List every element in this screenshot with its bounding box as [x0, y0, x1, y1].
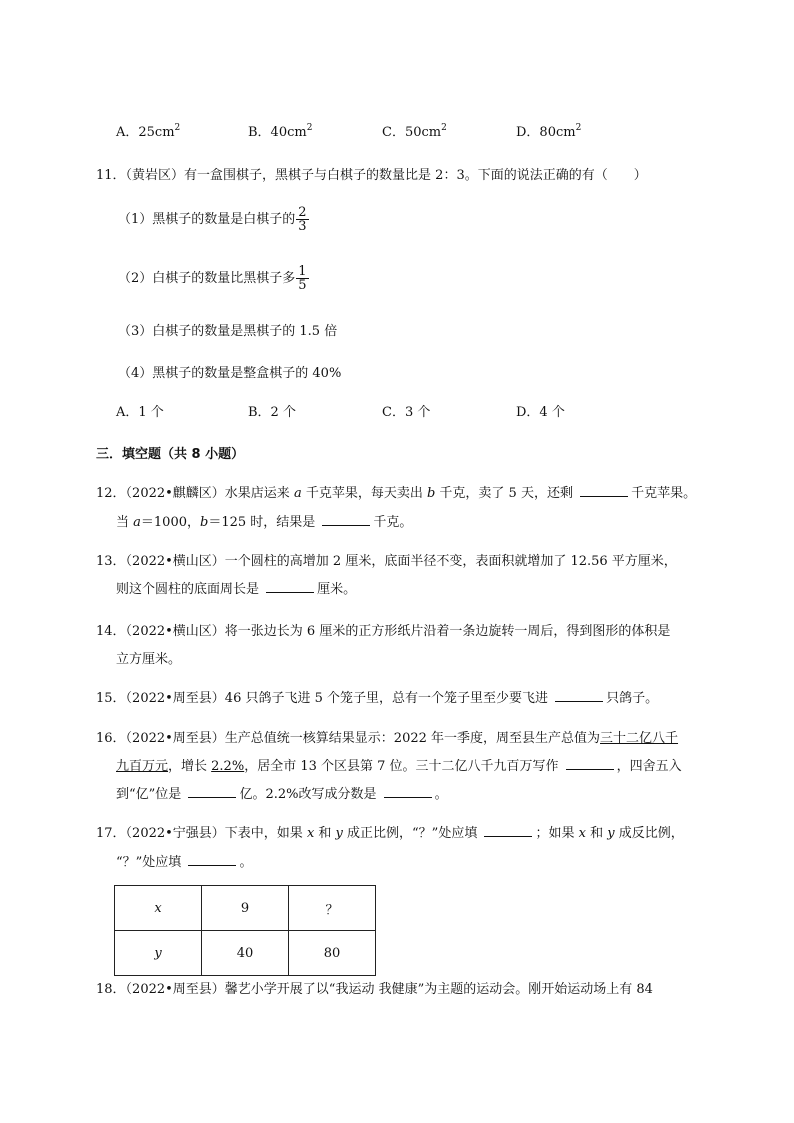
q12-text: 千克苹果，每天卖出 — [301, 486, 427, 501]
q16-underlined-text: 三十二亿八千 — [600, 731, 679, 746]
q13-line-1: 13．（2022•横山区）一个圆柱的高增加 2 厘米，底面半径不变，表面积就增加了 12.56 平方厘米， — [96, 554, 677, 569]
q17-text: 成正比例，“？”处应填 — [342, 826, 482, 841]
variable-y: y — [335, 826, 343, 841]
q11-option-b[interactable]: B．2 个 — [248, 405, 296, 420]
variable-b: b — [200, 515, 209, 530]
q18-line-1: 18．（2022•周至县）馨艺小学开展了以“我运动 我健康”为主题的运动会。刚开始运动场上有 84 — [96, 982, 653, 997]
fraction-denominator: 3 — [298, 219, 307, 234]
table-row — [115, 886, 376, 931]
q17-text: 。 — [239, 855, 253, 870]
q16-text: 。 — [434, 787, 448, 802]
table-cell: 40 — [202, 931, 289, 976]
q17-text: “？”处应填 — [116, 855, 186, 870]
variable-a: a — [133, 515, 141, 530]
variable-a: a — [293, 486, 302, 501]
q16-line-1 — [96, 727, 678, 746]
q12-text: 12．（2022•麒麟区）水果店运来 — [96, 486, 294, 501]
q12-text: 千克。 — [373, 515, 413, 530]
answer-blank[interactable] — [188, 854, 236, 866]
q16-line-2 — [116, 755, 682, 774]
q17-text: 和 — [314, 826, 336, 841]
q11-statement-2 — [118, 265, 309, 292]
q11-statement-3: （3）白棋子的数量是黑棋子的 1.5 倍 — [118, 324, 338, 339]
q10-option-a[interactable]: A．$25cm^2$ — [116, 123, 181, 140]
q11-statement-1 — [118, 206, 309, 233]
q13-line-2 — [116, 578, 356, 597]
q16-text: ，四舍五入 — [616, 759, 682, 774]
q17-text: 17．（2022•宁强县）下表中，如果 — [96, 826, 307, 841]
table-cell: x — [115, 886, 202, 931]
answer-blank[interactable] — [555, 690, 603, 702]
q12-line-1 — [96, 482, 696, 501]
fraction-2-3 — [296, 206, 308, 233]
q11-option-d[interactable]: D．4 个 — [516, 405, 565, 420]
variable-x: x — [578, 826, 586, 841]
q11-options — [116, 401, 650, 420]
answer-blank[interactable] — [266, 581, 314, 593]
q16-text: ，增长 — [168, 759, 212, 774]
proportion-table — [114, 885, 376, 976]
section-title: 三．填空题（共 8 小题） — [96, 447, 245, 462]
fraction-denominator: 5 — [298, 278, 307, 293]
table-row — [115, 931, 376, 976]
q15-line — [96, 687, 658, 706]
q16-text: 到“亿”位是 — [116, 787, 186, 802]
table-cell: ？ — [289, 886, 376, 931]
q13-text: 厘米。 — [317, 582, 357, 597]
table-cell: 80 — [289, 931, 376, 976]
q12-line-2 — [116, 511, 412, 530]
q10-option-c[interactable]: C．$50cm^2$ — [382, 123, 447, 140]
q10-options — [116, 121, 650, 140]
variable-y: y — [607, 826, 615, 841]
q15-text: 只鸽子。 — [606, 691, 659, 706]
q11-stem: 11．（黄岩区）有一盒围棋子，黑棋子与白棋子的数量比是 2：3。下面的说法正确的有（ ） — [96, 168, 647, 183]
answer-blank[interactable] — [188, 786, 236, 798]
q10-option-d[interactable]: D．$80cm^2$ — [516, 123, 582, 140]
q16-underlined-text: 九百万元 — [116, 759, 169, 774]
answer-blank[interactable] — [384, 786, 432, 798]
q12-text: 千克，卖了 5 天，还剩 — [435, 486, 578, 501]
variable-x: x — [306, 826, 315, 841]
q11-option-c[interactable]: C．3 个 — [382, 405, 431, 420]
fraction-numerator: 2 — [298, 205, 307, 220]
q16-text: 亿。2.2%改写成分数是 — [239, 787, 381, 802]
table-cell: 9 — [202, 886, 289, 931]
q17-text: 成反比例， — [614, 826, 684, 841]
q17-text: ；如果 — [535, 826, 579, 841]
answer-blank[interactable] — [322, 514, 370, 526]
answer-blank[interactable] — [566, 758, 614, 770]
fraction-1-5 — [296, 265, 308, 292]
q16-text: 16．（2022•周至县）生产总值统一核算结果显示：2022 年一季度，周至县生产总值为 — [96, 731, 601, 746]
q11-statement-4: （4）黑棋子的数量是整盒棋子的 40% — [118, 366, 342, 381]
q16-text: ，居全市 13 个区县第 7 位。三十二亿八千九百万写作 — [244, 759, 563, 774]
q16-underlined-text: 2.2% — [211, 759, 245, 774]
q17-text: 和 — [585, 826, 608, 841]
q15-text: 15．（2022•周至县）46 只鸽子飞进 5 个笼子里，总有一个笼子里至少要飞进 — [96, 691, 553, 706]
q14-line-1: 14．（2022•横山区）将一张边长为 6 厘米的正方形纸片沿着一条边旋转一周后，得到图形的体积是 — [96, 624, 671, 639]
q12-text: ＝125 时，结果是 — [208, 515, 320, 530]
q12-text: 当 — [116, 515, 134, 530]
answer-blank[interactable] — [484, 825, 532, 837]
q14-line-2: 立方厘米。 — [116, 652, 182, 667]
q11-statement-2-text: （2）白棋子的数量比黑棋子多 — [118, 271, 296, 286]
q13-text: 则这个圆柱的底面周长是 — [116, 582, 264, 597]
q10-option-b[interactable]: B．$40cm^2$ — [248, 123, 313, 140]
q11-option-a[interactable]: A．1 个 — [116, 405, 164, 420]
q17-line-2 — [116, 851, 252, 870]
q16-line-3 — [116, 783, 448, 802]
answer-blank[interactable] — [580, 485, 628, 497]
table-cell: y — [115, 931, 202, 976]
q11-statement-1-text: （1）黑棋子的数量是白棋子的 — [118, 212, 296, 227]
variable-b: b — [426, 486, 436, 501]
fraction-numerator: 1 — [298, 264, 307, 279]
q17-line-1 — [96, 822, 684, 841]
q12-text: ＝1000， — [140, 515, 200, 530]
q12-text: 千克苹果。 — [631, 486, 697, 501]
